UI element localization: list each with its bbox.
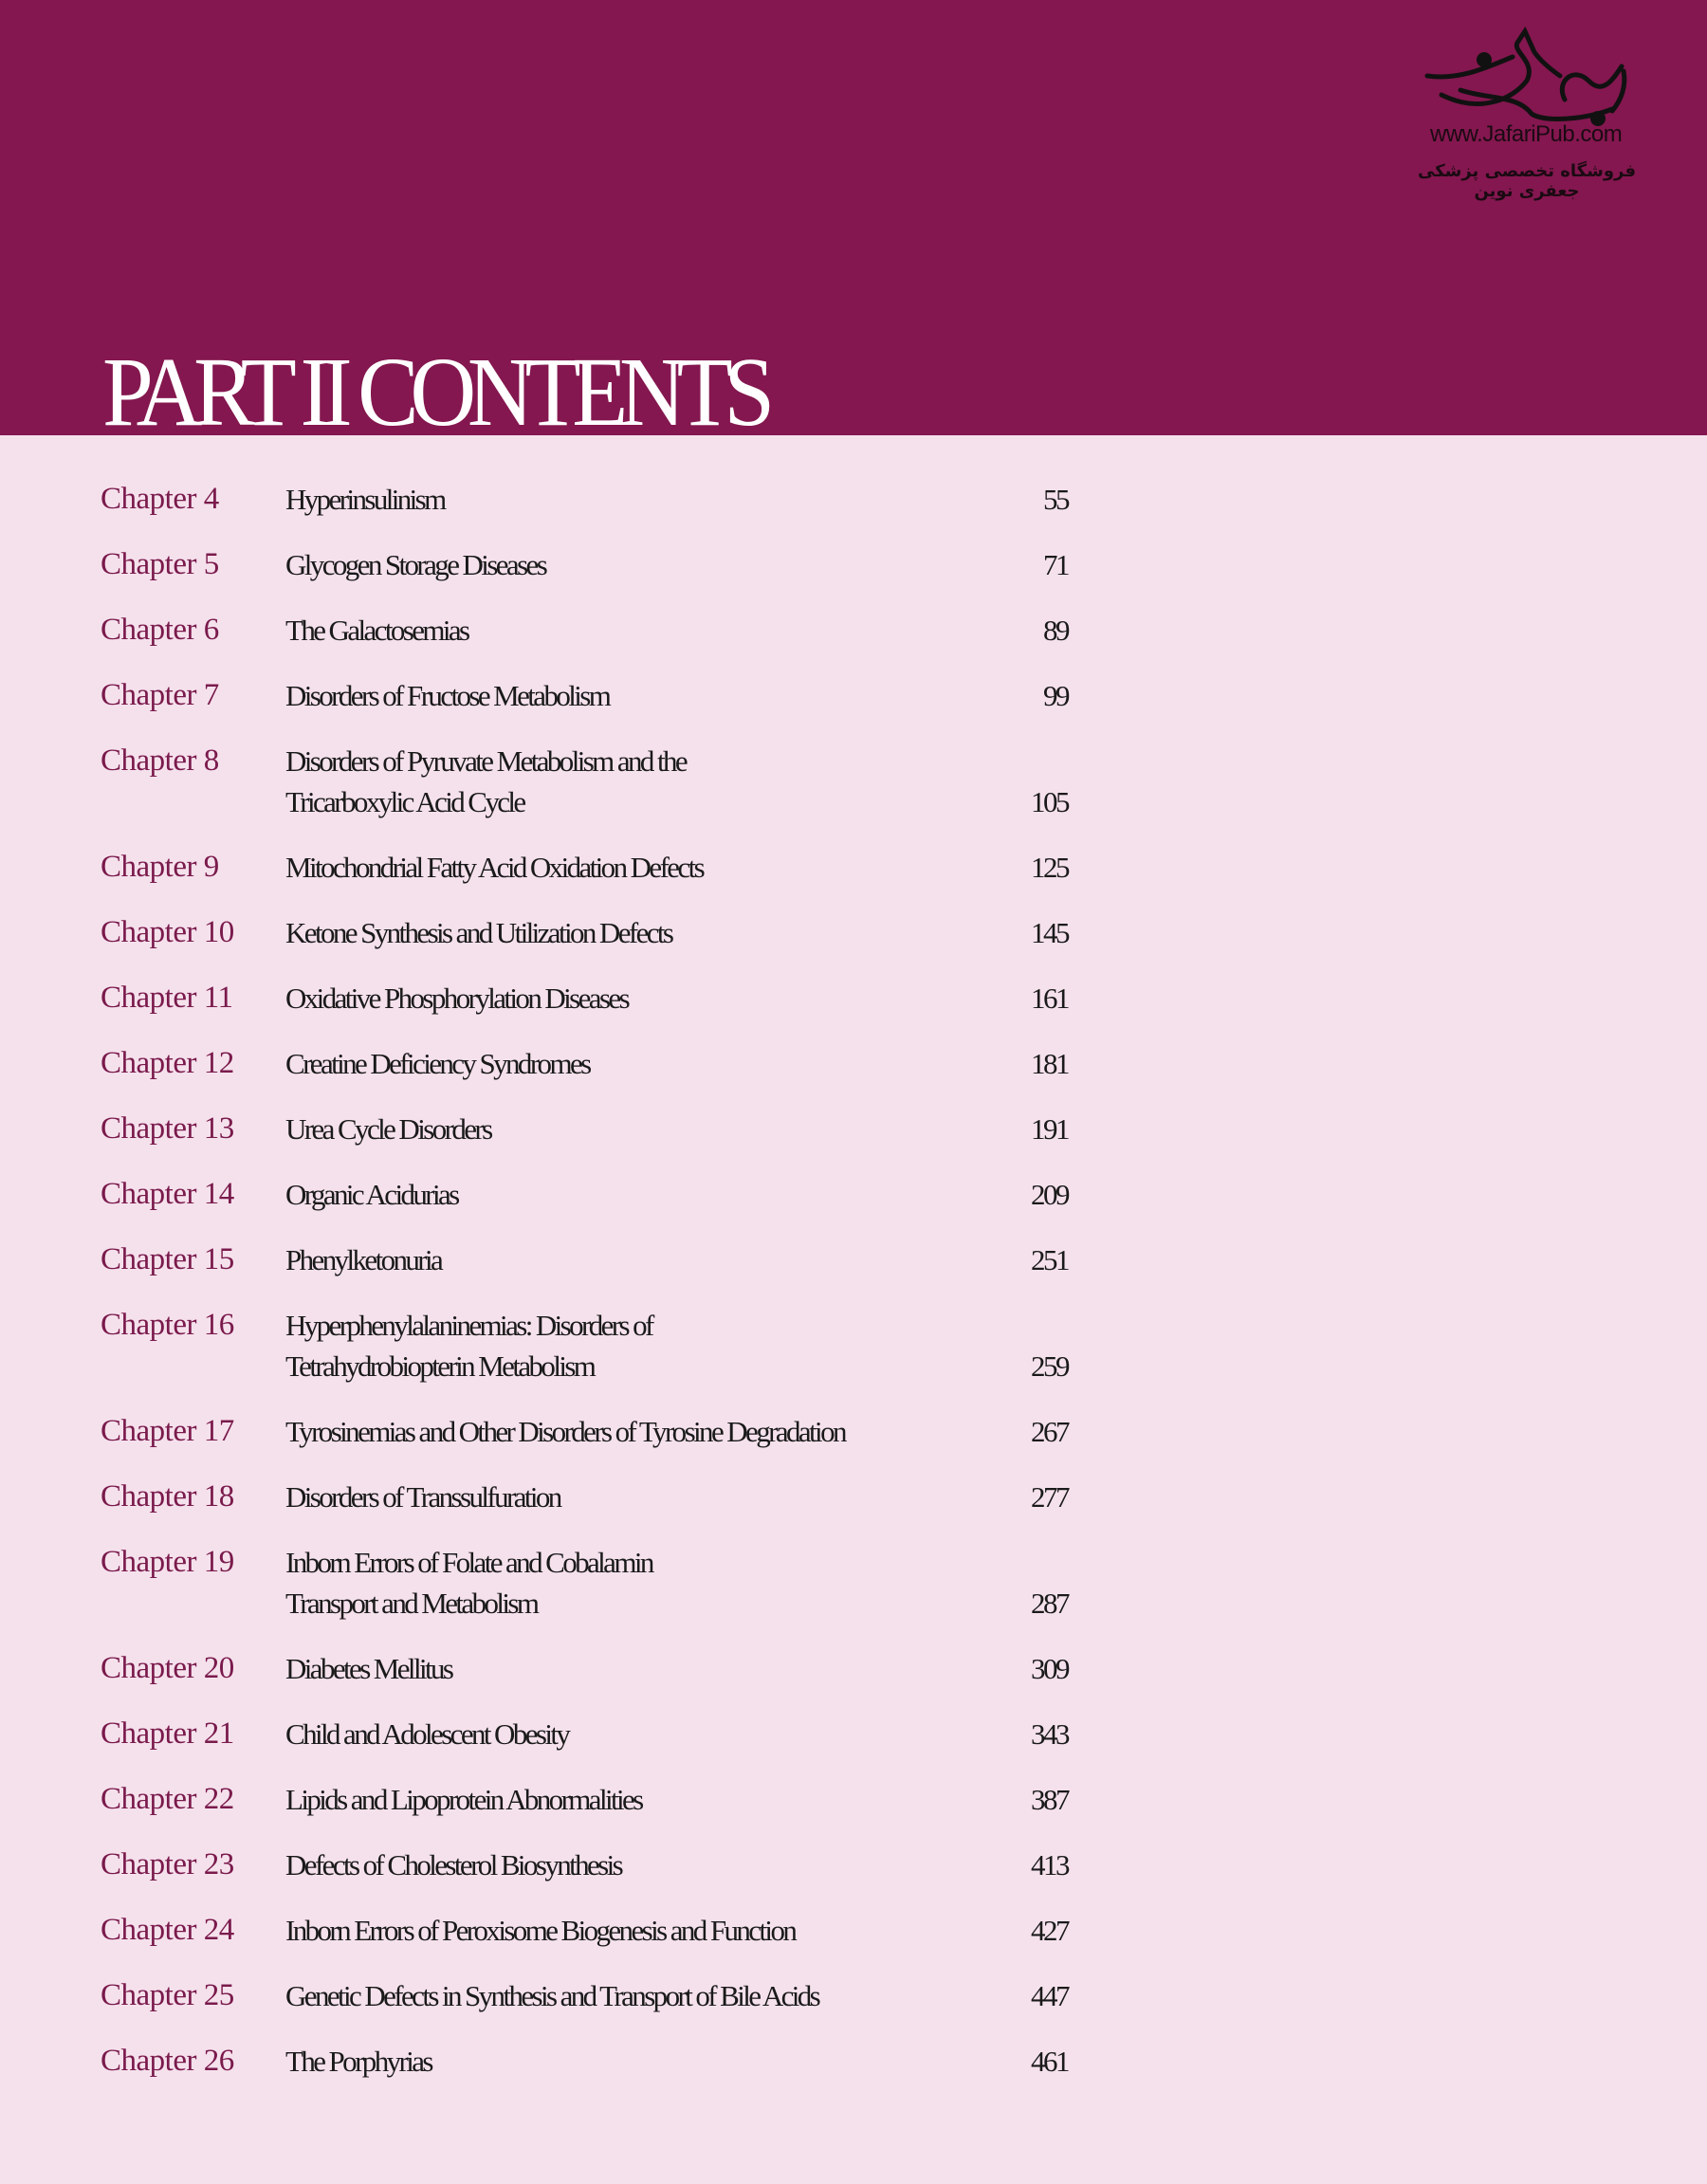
- chapter-title-line: Defects of Cholesterol Biosynthesis: [285, 1848, 622, 1881]
- chapter-title-line: Creatine Deficiency Syndromes: [285, 1047, 590, 1080]
- chapter-title: [285, 1844, 621, 1885]
- page-number: 413: [1031, 1848, 1068, 1881]
- chapter-title-line: Inborn Errors of Peroxisome Biogenesis and Function: [285, 1914, 796, 1947]
- chapter-title-line: Tricarboxylic Acid Cycle: [285, 785, 524, 818]
- page-number: 191: [1031, 1112, 1068, 1146]
- chapter-label: Chapter 17: [101, 1414, 234, 1448]
- toc-entry[interactable]: [0, 2041, 1707, 2106]
- page-number: 181: [1031, 1047, 1068, 1080]
- chapter-label: Chapter 22: [101, 1782, 234, 1816]
- chapter-title-line: Oxidative Phosphorylation Diseases: [285, 982, 629, 1015]
- page-number: 277: [1031, 1480, 1068, 1514]
- chapter-title-line: Lipids and Lipoprotein Abnormalities: [285, 1783, 642, 1816]
- chapter-label: Chapter 5: [101, 547, 219, 581]
- toc-entry[interactable]: [0, 1910, 1707, 1975]
- chapter-title-line: Urea Cycle Disorders: [285, 1112, 491, 1146]
- chapter-label: Chapter 4: [101, 482, 219, 516]
- toc-entry[interactable]: [0, 675, 1707, 741]
- chapter-title-line: The Galactosemias: [285, 614, 468, 647]
- page-number: 55: [1043, 483, 1068, 516]
- toc-entry[interactable]: [0, 1477, 1707, 1542]
- chapter-title-line: Disorders of Fructose Metabolism: [285, 679, 610, 712]
- toc-entry[interactable]: [0, 610, 1707, 675]
- page-number: 161: [1031, 982, 1068, 1015]
- toc-entry[interactable]: [0, 1239, 1707, 1305]
- chapter-title-line: Genetic Defects in Synthesis and Transport of Bile Acids: [285, 1979, 819, 2012]
- page-number: 89: [1043, 614, 1068, 647]
- page-number: 71: [1043, 548, 1068, 581]
- chapter-title: [285, 741, 686, 822]
- chapter-title: [285, 675, 609, 716]
- toc-entry[interactable]: [0, 1109, 1707, 1174]
- page-number: 267: [1031, 1415, 1068, 1448]
- toc-entry[interactable]: [0, 544, 1707, 610]
- chapter-label: Chapter 16: [101, 1308, 234, 1342]
- toc-entry[interactable]: [0, 741, 1707, 847]
- chapter-title: [285, 544, 545, 585]
- toc-entry[interactable]: [0, 1714, 1707, 1779]
- chapter-title: [285, 1779, 642, 1820]
- chapter-title-line: Transport and Metabolism: [285, 1587, 538, 1620]
- chapter-title: [285, 847, 703, 888]
- chapter-label: Chapter 21: [101, 1716, 234, 1751]
- table-of-contents: [0, 479, 1707, 2106]
- toc-entry[interactable]: [0, 1779, 1707, 1844]
- chapter-label: Chapter 24: [101, 1913, 234, 1947]
- toc-entry[interactable]: [0, 1975, 1707, 2041]
- chapter-label: Chapter 23: [101, 1847, 234, 1881]
- page-number: 387: [1031, 1783, 1068, 1816]
- page-number: 309: [1031, 1652, 1068, 1685]
- toc-entry[interactable]: [0, 1174, 1707, 1239]
- chapter-title: [285, 1477, 560, 1517]
- chapter-title-line: Hyperphenylalaninemias: Disorders of: [285, 1309, 652, 1342]
- chapter-title-line: Tetrahydrobiopterin Metabolism: [285, 1349, 595, 1383]
- chapter-title: [285, 1109, 491, 1149]
- publisher-logo-icon: [1422, 24, 1631, 138]
- page-number: 461: [1031, 2045, 1068, 2078]
- chapter-title: [285, 1174, 458, 1215]
- chapter-title: [285, 978, 628, 1019]
- chapter-title: [285, 1239, 441, 1280]
- chapter-title: [285, 1305, 652, 1386]
- chapter-label: Chapter 6: [101, 613, 219, 647]
- toc-entry[interactable]: [0, 1043, 1707, 1109]
- chapter-label: Chapter 11: [101, 981, 233, 1015]
- chapter-title: [285, 1043, 590, 1084]
- chapter-title-line: Inborn Errors of Folate and Cobalamin: [285, 1546, 652, 1579]
- chapter-title-line: Diabetes Mellitus: [285, 1652, 452, 1685]
- chapter-title: [285, 1648, 451, 1689]
- chapter-label: Chapter 8: [101, 743, 219, 778]
- chapter-label: Chapter 26: [101, 2044, 234, 2078]
- page-number: 427: [1031, 1914, 1068, 1947]
- toc-entry[interactable]: [0, 1305, 1707, 1411]
- chapter-title-line: Disorders of Pyruvate Metabolism and the: [285, 744, 687, 778]
- chapter-title: [285, 1542, 652, 1624]
- toc-entry[interactable]: [0, 978, 1707, 1043]
- page-number: 209: [1031, 1178, 1068, 1211]
- toc-entry[interactable]: [0, 1411, 1707, 1477]
- page-number: 125: [1031, 851, 1068, 884]
- chapter-title-line: Mitochondrial Fatty Acid Oxidation Defects: [285, 851, 704, 884]
- page-number: 343: [1031, 1717, 1068, 1751]
- page-number: 105: [1031, 785, 1068, 818]
- chapter-label: Chapter 10: [101, 915, 234, 949]
- chapter-title-line: Tyrosinemias and Other Disorders of Tyrosine Degradation: [285, 1415, 845, 1448]
- page-title: PART II CONTENTS: [102, 338, 766, 447]
- toc-entry[interactable]: [0, 1844, 1707, 1910]
- toc-entry[interactable]: [0, 1648, 1707, 1714]
- page-number: 287: [1031, 1587, 1068, 1620]
- chapter-label: Chapter 15: [101, 1242, 234, 1276]
- chapter-label: Chapter 14: [101, 1177, 234, 1211]
- toc-entry[interactable]: [0, 847, 1707, 912]
- chapter-label: Chapter 9: [101, 850, 219, 884]
- chapter-title-line: Ketone Synthesis and Utilization Defects: [285, 916, 672, 949]
- publisher-tagline: فروشگاه تخصصی پزشکی جعفری نوین: [1417, 161, 1636, 201]
- chapter-title-line: Child and Adolescent Obesity: [285, 1717, 569, 1751]
- chapter-label: Chapter 13: [101, 1111, 234, 1146]
- chapter-title: [285, 479, 445, 520]
- chapter-label: Chapter 20: [101, 1651, 234, 1685]
- chapter-title-line: Phenylketonuria: [285, 1243, 442, 1276]
- page-number: 259: [1031, 1349, 1068, 1383]
- chapter-title-line: Glycogen Storage Diseases: [285, 548, 546, 581]
- chapter-label: Chapter 7: [101, 678, 219, 712]
- toc-entry[interactable]: [0, 479, 1707, 544]
- toc-entry[interactable]: [0, 912, 1707, 978]
- publisher-url: www.JafariPub.com: [1430, 121, 1623, 147]
- chapter-title-line: The Porphyrias: [285, 2045, 431, 2078]
- chapter-title-line: Disorders of Transsulfuration: [285, 1480, 560, 1514]
- page-number: 99: [1043, 679, 1068, 712]
- chapter-title-line: Organic Acidurias: [285, 1178, 458, 1211]
- chapter-label: Chapter 19: [101, 1545, 234, 1579]
- chapter-label: Chapter 18: [101, 1479, 234, 1514]
- chapter-title: [285, 912, 671, 953]
- page-number: 251: [1031, 1243, 1068, 1276]
- chapter-title: [285, 1411, 845, 1452]
- toc-entry[interactable]: [0, 1542, 1707, 1648]
- chapter-label: Chapter 25: [101, 1978, 234, 2012]
- chapter-title: [285, 1910, 795, 1951]
- header-band: [0, 0, 1707, 447]
- page-number: 447: [1031, 1979, 1068, 2012]
- chapter-label: Chapter 12: [101, 1046, 234, 1080]
- page-number: 145: [1031, 916, 1068, 949]
- chapter-title-line: Hyperinsulinism: [285, 483, 445, 516]
- chapter-title: [285, 1714, 568, 1754]
- chapter-title: [285, 610, 468, 651]
- chapter-title: [285, 2041, 431, 2082]
- chapter-title: [285, 1975, 818, 2016]
